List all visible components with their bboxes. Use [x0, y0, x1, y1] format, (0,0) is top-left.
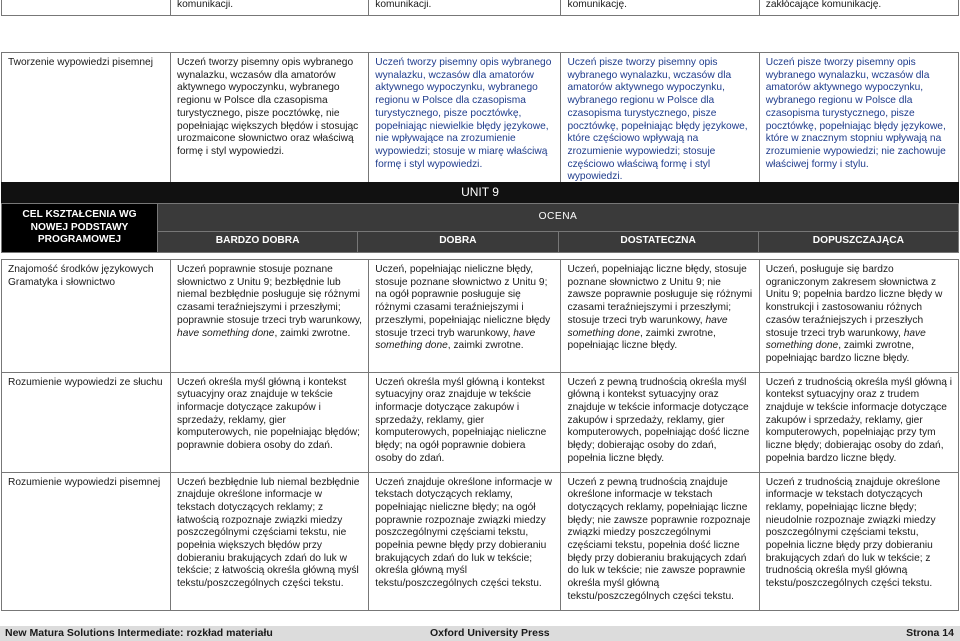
skill-label: Znajomość środków językowych Gramatyka i słownictwo [2, 260, 171, 373]
level-cell-dobra [369, 260, 561, 373]
cell-text: , zaimki zwrotne. [274, 327, 351, 339]
skill-label: Rozumienie wypowiedzi ze słuchu [2, 372, 171, 472]
level-header-dobra: DOBRA [358, 231, 558, 252]
skill-label: Rozumienie wypowiedzi pisemnej [2, 472, 171, 610]
level-cell-dopuszczajaca: Uczeń z trudnością znajduje określone informacje w tekstach dotyczących reklamy, popełniając liczne błędy; nieudolnie rozpoznaje związki miedzy poszczególnymi częściami tekstu, popełnia liczne błędy przy dobieraniu brakujących zdań do luk w tekście; z trudnością określa myśl główną tekstu/poszczególnych części tekstu. [759, 472, 958, 610]
level-cell-bardzo-dobra [171, 260, 369, 373]
level-cell-dobra: Uczeń określa myśl główną i kontekst sytuacyjny oraz znajduje w tekście informacje dotyczące zakupów i sprzedaży, reklamy, gier komputerowych, popełniając nieliczne błędy; na ogół poprawnie dobiera osoby do zdań. [369, 372, 561, 472]
cell-text: Uczeń, popełniając liczne błędy, stosuje poznane słownictwo z Unitu 9; nie zawsze poprawnie posługuje się różnymi czasami teraźniejszymi i przeszłymi; stosuje trzeci tryb warunkowy, [567, 264, 753, 326]
cell-text: , zaimki zwrotne, popełniając bardzo liczne błędy. [765, 340, 915, 364]
table-cell: zakłócające komunikację. [759, 0, 958, 15]
level-cell-dopuszczajaca: Uczeń pisze tworzy pisemny opis wybranego wynalazku, wczasów dla amatorów aktywnego wypoczynku, wybranego regionu w Polsce dla czasopisma turystycznego, pisze pocztówkę, popełniając błędy językowe, które w znacznym stopniu wpływają na zrozumienie wypowiedzi; nie zachowuje właściwej formy i stylu. [759, 53, 958, 188]
goal-header [2, 204, 158, 253]
unit-title-banner: UNIT 9 [1, 182, 959, 203]
table-cell: komunikację. [561, 0, 759, 15]
level-header-dostateczna: DOSTATECZNA [558, 231, 758, 252]
level-cell-dobra: Uczeń znajduje określone informacje w tekstach dotyczących reklamy, popełniając nieliczne błędy; na ogół poprawnie rozpoznaje związki miedzy poszczególnymi częściami tekstu, popełnia pewne błędy przy dobieraniu brakujących zdań do luk w tekście; określa główną myśl tekstu/poszczególnych części tekstu. [369, 472, 561, 610]
page-footer [0, 626, 960, 641]
table-cell [2, 0, 171, 15]
table-row [2, 472, 959, 610]
cell-text-italic: have something done [567, 314, 728, 339]
level-cell-dostateczna: Uczeń z pewną trudnością znajduje określone informacje w tekstach dotyczących reklamy, popełniając liczne błędy; nie zawsze poprawnie rozpoznaje związki miedzy poszczególnymi częściami tekstu, popełnia dość liczne błędy przy dobieraniu brakujących zdań do luk w tekście; nie zawsze poprawnie określa myśl główną tekstu/poszczególnych części tekstu. [561, 472, 759, 610]
skill-label: Tworzenie wypowiedzi pisemnej [2, 53, 171, 188]
criteria-table [1, 259, 959, 611]
cell-text-italic: have something done [177, 327, 275, 339]
cell-text: , zaimki zwrotne. [447, 340, 524, 352]
table-row [2, 0, 959, 15]
level-cell-bardzo-dobra: Uczeń bezbłędnie lub niemal bezbłędnie znajduje określone informacje w tekstach dotyczących reklamy; z łatwością rozpoznaje związki miedzy poszczególnymi częściami tekstu, nie popełnia większych błędów przy dobieraniu brakujących zdań do luk w tekście; z łatwością określa główną myśl tekstu/poszczególnych części tekstu. [171, 472, 369, 610]
goal-header-line: CEL KSZTAŁCENIA WG [22, 208, 137, 220]
level-cell-bardzo-dobra: Uczeń określa myśl główną i kontekst sytuacyjny oraz znajduje w tekście informacje dotyczące zakupów i sprzedaży, reklamy, gier komputerowych, nie popełniając błędów; poprawnie dobiera osoby do zdań. [171, 372, 369, 472]
cell-text: , zaimki zwrotne, popełniając liczne błędy. [567, 327, 716, 352]
level-cell-dostateczna: Uczeń pisze tworzy pisemny opis wybranego wynalazku, wczasów dla amatorów aktywnego wypoczynku, wybranego regionu w Polsce dla czasopisma turystycznego, pisze pocztówkę, popełniając błędy językowe, które częściowo wpływają na zrozumienie wypowiedzi; stosuje częściowo właściwą formę i styl wypowiedzi. [561, 53, 759, 188]
table-row [2, 372, 959, 472]
level-header-dopuszczajaca: DOPUSZCZAJĄCA [758, 231, 958, 252]
table-cell: komunikacji. [171, 0, 369, 15]
level-cell-dopuszczajaca [759, 260, 958, 373]
table-row [2, 53, 959, 188]
top-partial-row-table [1, 0, 959, 16]
writing-row-table [1, 52, 959, 188]
header-table [1, 203, 959, 253]
table-cell: komunikacji. [369, 0, 561, 15]
level-cell-dobra: Uczeń tworzy pisemny opis wybranego wynalazku, wczasów dla amatorów aktywnego wypoczynku, wybranego regionu w Polsce dla czasopisma turystycznego, pisze pocztówkę, popełniając niewielkie błędy językowe, nie wpływające na zrozumienie wypowiedzi; stosuje w miarę właściwą formę i styl wypowiedzi. [369, 53, 561, 188]
ocena-header: OCENA [158, 204, 959, 232]
cell-text: Uczeń, popełniając nieliczne błędy, stosuje poznane słownictwo z Unitu 9; na ogół poprawnie posługuje się różnymi czasami teraźniejszymi i przeszłymi, popełniając nieliczne błędy stosuje trzeci tryb warunkowy, [375, 264, 551, 339]
header-row [2, 204, 959, 232]
level-cell-dostateczna [561, 260, 759, 373]
level-cell-dopuszczajaca: Uczeń z trudnością określa myśl główną i kontekst sytuacyjny oraz z trudem znajduje w tekście informacje dotyczące zakupów i sprzedaży, reklamy, gier komputerowych, popełniając przy tym liczne błędy; dobierając osoby do zdań, popełnia bardzo liczne błędy. [759, 372, 958, 472]
cell-text: Uczeń poprawnie stosuje poznane słownictwo z Unitu 9; bezbłędnie lub niemal bezbłędnie posługuje się różnymi czasami teraźniejszymi i przeszłymi; poprawnie stosuje trzeci tryb warunkowy, [177, 264, 363, 326]
goal-header-line: PROGRAMOWEJ [37, 234, 122, 246]
page-number: Strona 14 [906, 627, 954, 639]
footer-publisher: Oxford University Press [430, 627, 550, 639]
level-cell-dostateczna: Uczeń z pewną trudnością określa myśl główną i kontekst sytuacyjny oraz znajduje w tekście informacje dotyczące zakupów i sprzedaży, reklamy, gier komputerowych, popełniając dość liczne błędy; dobierając osoby do zdań, popełnia liczne błędy. [561, 372, 759, 472]
table-row [2, 260, 959, 373]
goal-header-line: NOWEJ PODSTAWY [30, 221, 129, 233]
level-header-bardzo-dobra: BARDZO DOBRA [158, 231, 358, 252]
footer-title: New Matura Solutions Intermediate: rozkład materiału [5, 627, 273, 639]
level-cell-bardzo-dobra: Uczeń tworzy pisemny opis wybranego wynalazku, wczasów dla amatorów aktywnego wypoczynku, wybranego regionu w Polsce dla czasopisma turystycznego, pisze pocztówkę, nie popełniając większych błędów i stosując urozmaicone słownictwo oraz właściwą formę i styl wypowiedzi. [171, 53, 369, 188]
cell-text: Uczeń, posługuje się bardzo ograniczonym zakresem słownictwa z Unitu 9; popełnia bardzo liczne błędy w konstrukcji i zastosowaniu różnych czasów teraźniejszych i przeszłych stosuje trzeci tryb warunkowy, [765, 264, 943, 339]
cell-text-italic: have something done [375, 327, 536, 352]
cell-text-italic: have something done [765, 327, 926, 352]
